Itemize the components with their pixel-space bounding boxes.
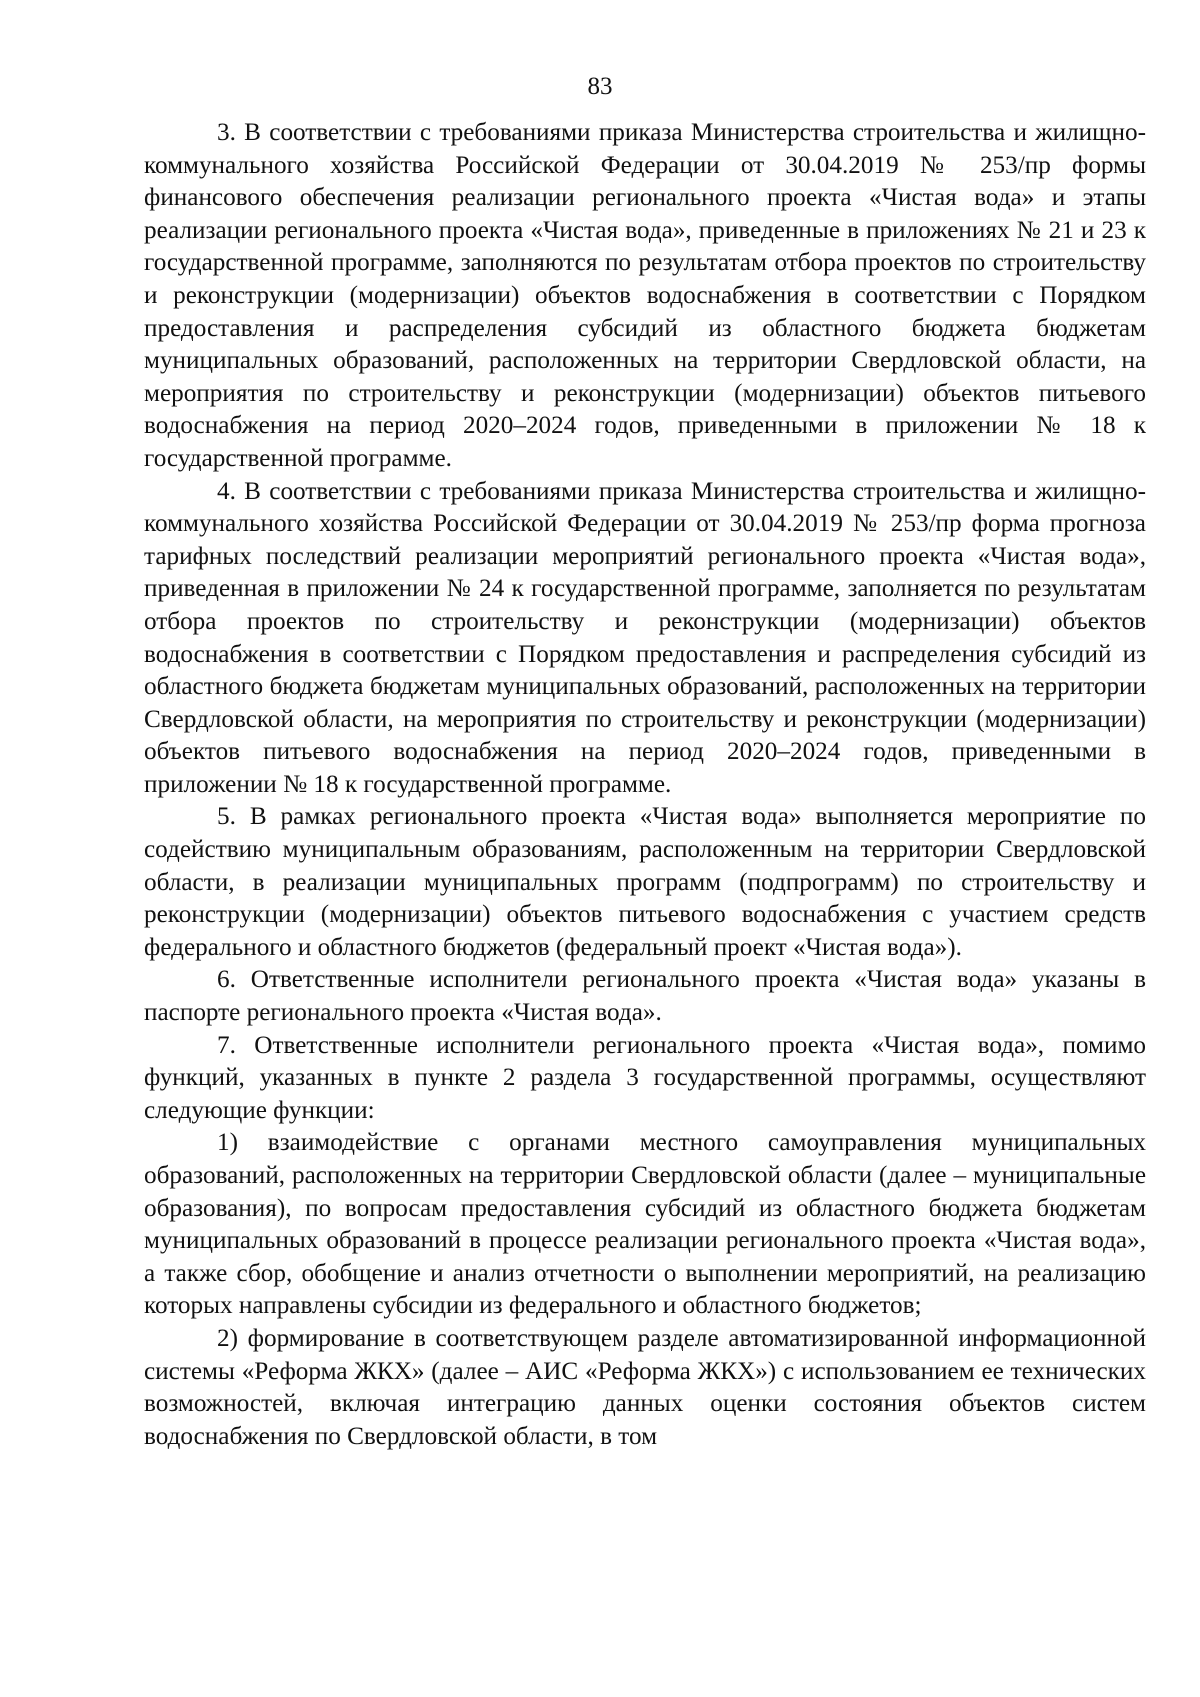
paragraph-4: 4. В соответствии с требованиями приказа Министерства строительства и жилищно-коммунального хозяйства Российской Федерации от 30.04.2019 № 253/пр форма прогноза тарифных последствий реализации мероприятий регионального проекта «Чистая вода», приведенная в приложении № 24 к государственной программе, заполняется по результатам отбора проектов по строительству и реконструкции (модернизации) объектов водоснабжения в соответствии с Порядком предоставления и распределения субсидий из областного бюджета бюджетам муниципальных образований, расположенных на территории Свердловской области, на мероприятия по строительству и реконструкции (модернизации) объектов питьевого водоснабжения на период 2020–2024 годов, приведенными в приложении № 18 к государственной программе. xyxy=(144,477,1146,798)
paragraph-6: 6. Ответственные исполнители регионального проекта «Чистая вода» указаны в паспорте регионального проекта «Чистая вода». xyxy=(144,966,1146,1027)
paragraph-7-item-2: 2) формирование в соответствующем разделе автоматизированной информационной системы «Реформа ЖКХ» (далее – АИС «Реформа ЖКХ») с использованием ее технических возможностей, включая интеграцию данных оценки состояния объектов систем водоснабжения по Свердловской области, в том xyxy=(144,1324,1146,1450)
page-number: 83 xyxy=(587,73,613,100)
paragraph-7: 7. Ответственные исполнители регионального проекта «Чистая вода», помимо функций, указанных в пункте 2 раздела 3 государственной программы, осуществляют следующие функции: xyxy=(144,1031,1146,1124)
document-body xyxy=(144,117,1146,1453)
paragraph-3: 3. В соответствии с требованиями приказа Министерства строительства и жилищно-коммунального хозяйства Российской Федерации от 30.04.2019 № 253/пр формы финансового обеспечения реализации регионального проекта «Чистая вода» и этапы реализации регионального проекта «Чистая вода», приведенные в приложениях № 21 и 23 к государственной программе, заполняются по результатам отбора проектов по строительству и реконструкции (модернизации) объектов водоснабжения в соответствии с Порядком предоставления и распределения субсидий из областного бюджета бюджетам муниципальных образований, расположенных на территории Свердловской области, на мероприятия по строительству и реконструкции (модернизации) объектов питьевого водоснабжения на период 2020–2024 годов, приведенными в приложении № 18 к государственной программе. xyxy=(144,119,1146,472)
paragraph-7-item-1: 1) взаимодействие с органами местного самоуправления муниципальных образований, расположенных на территории Свердловской области (далее – муниципальные образования), по вопросам предоставления субсидий из областного бюджета бюджетам муниципальных образований в процессе реализации регионального проекта «Чистая вода», а также сбор, обобщение и анализ отчетности о выполнении мероприятий, на реализацию которых направлены субсидии из федерального и областного бюджетов; xyxy=(144,1129,1146,1320)
paragraph-5: 5. В рамках регионального проекта «Чистая вода» выполняется мероприятие по содействию муниципальным образованиям, расположенным на территории Свердловской области, в реализации муниципальных программ (подпрограмм) по строительству и реконструкции (модернизации) объектов питьевого водоснабжения с участием средств федерального и областного бюджетов (федеральный проект «Чистая вода»). xyxy=(144,803,1146,961)
